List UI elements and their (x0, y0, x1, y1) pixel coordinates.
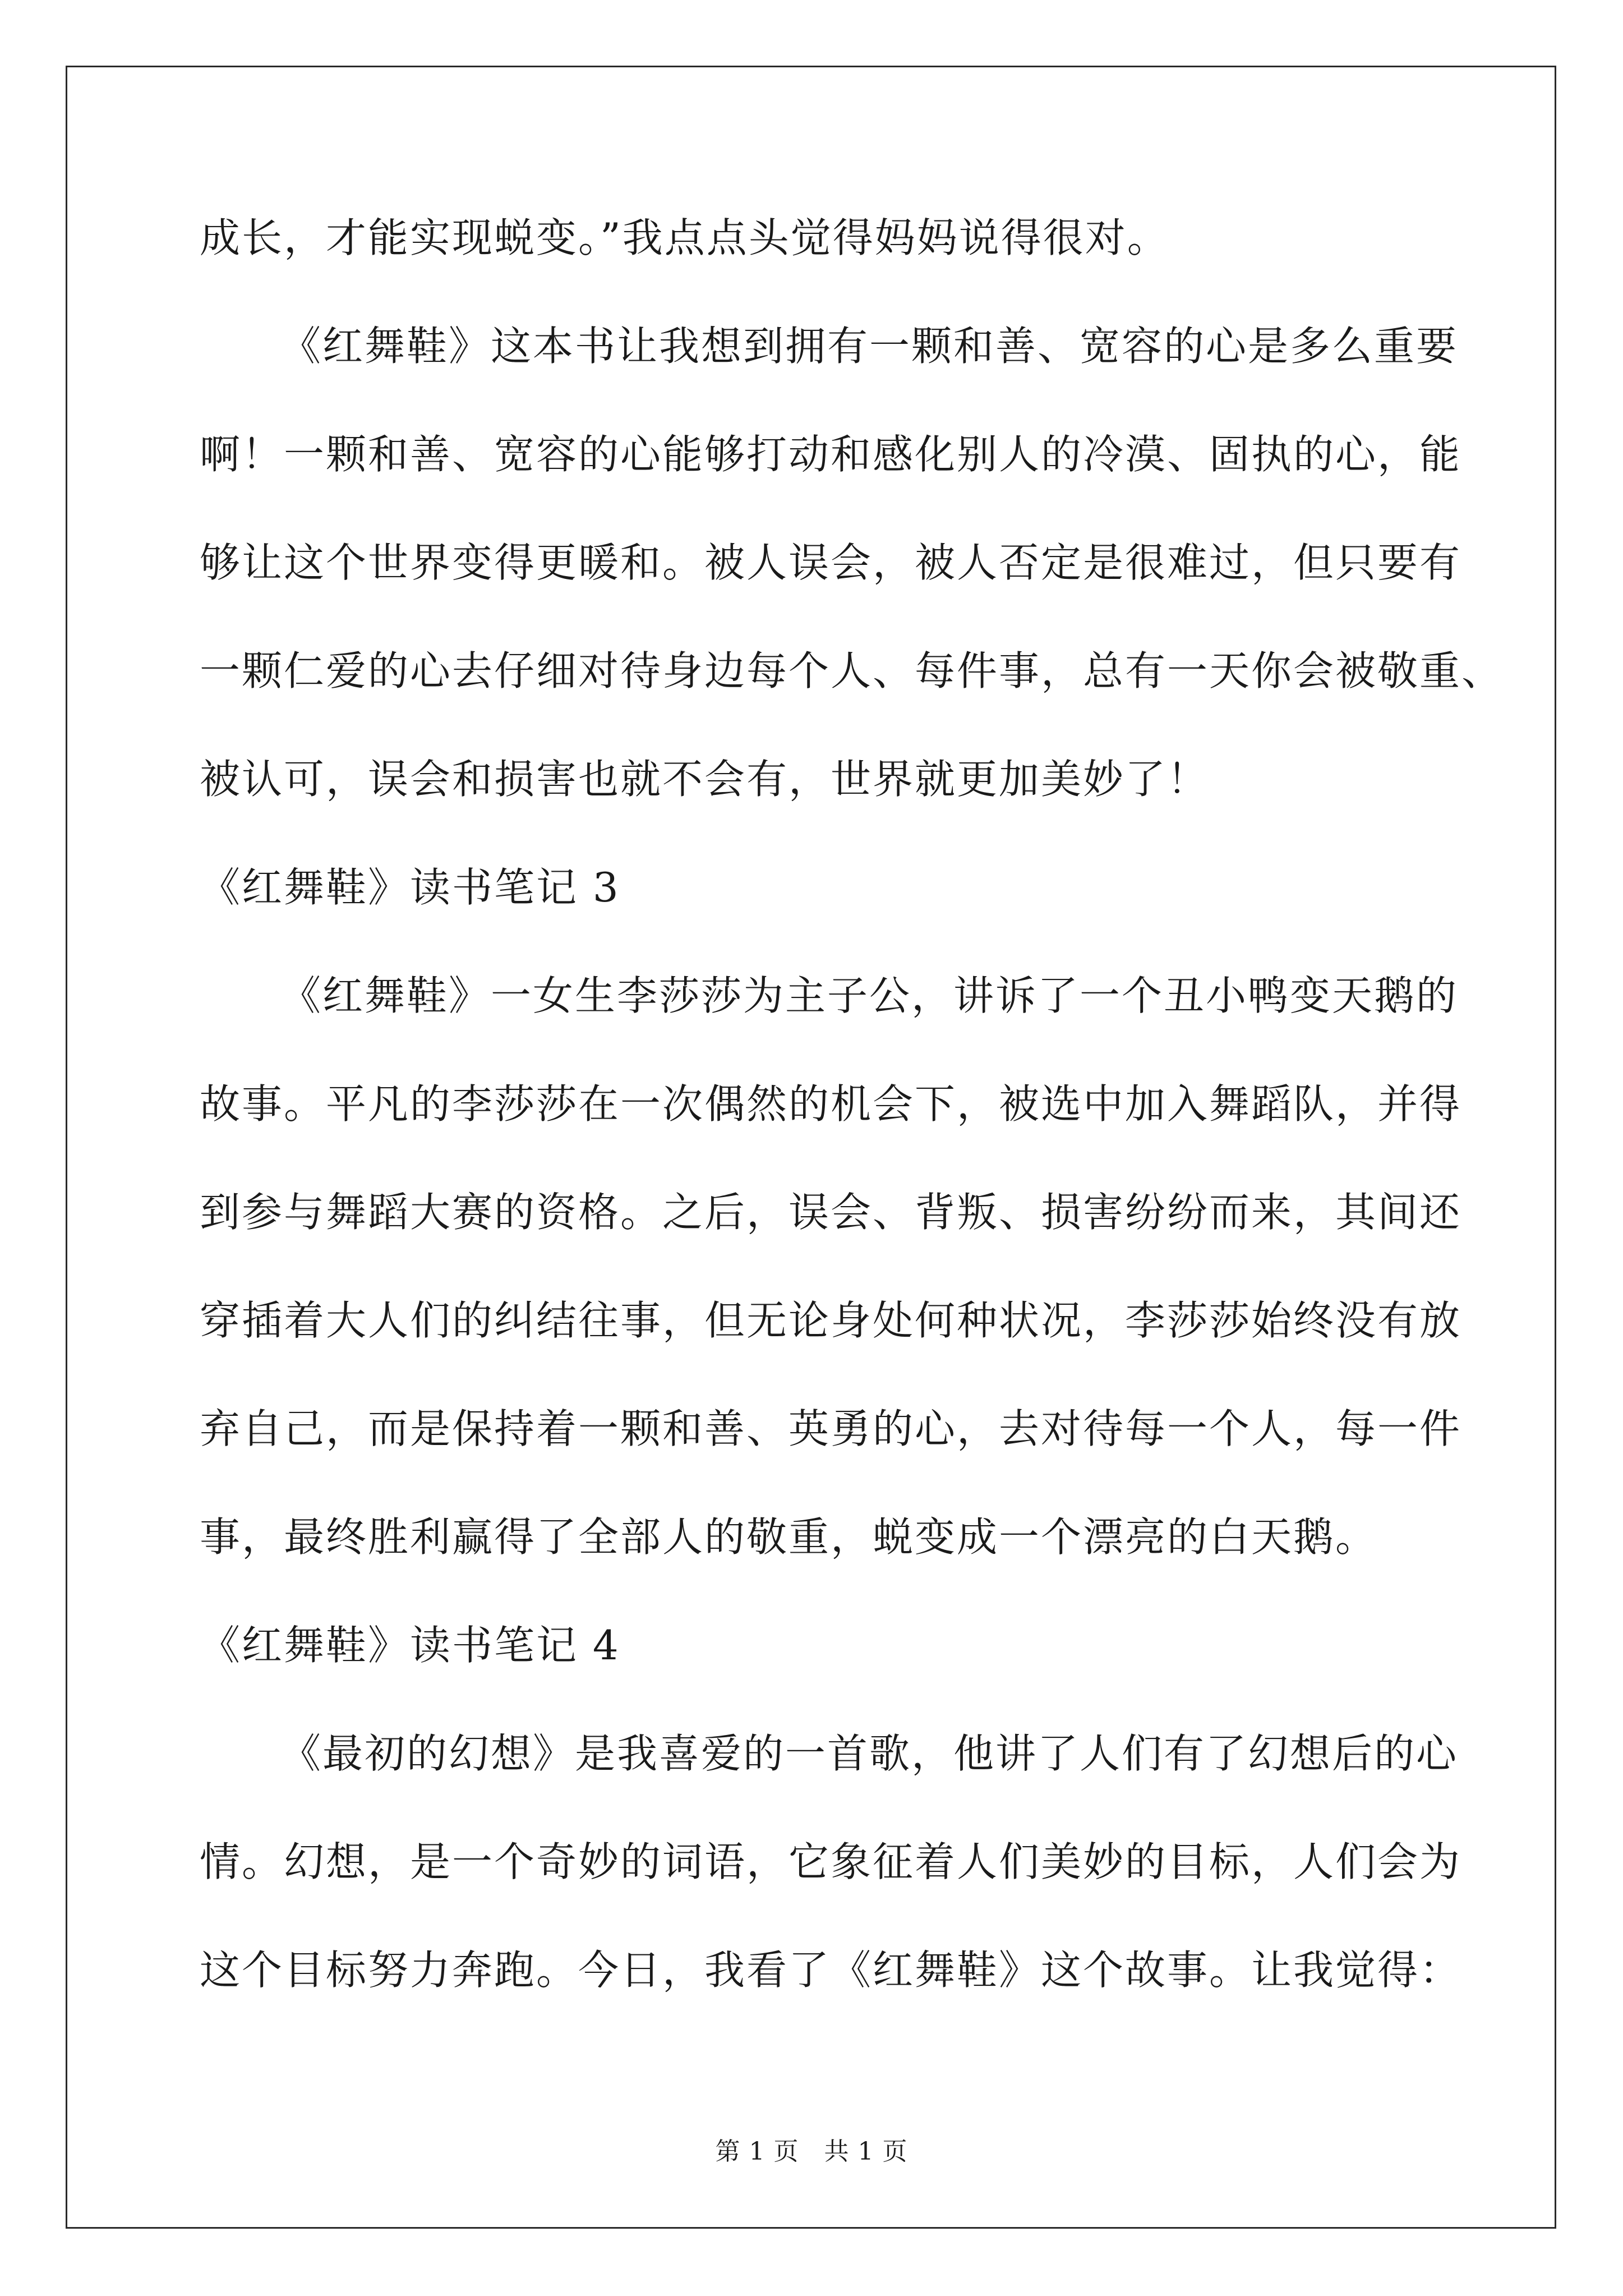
paragraph-line: 情。幻想，是一个奇妙的词语，它象征着人们美妙的目标，人们会为 (200, 1838, 1462, 1885)
paragraph-line: 故事。平凡的李莎莎在一次偶然的机会下，被选中加入舞蹈队，并得 (200, 1080, 1462, 1128)
paragraph-line: 一颗仁爱的心去仔细对待身边每个人、每件事，总有一天你会被敬重、 (200, 647, 1504, 694)
section-heading: 《红舞鞋》读书笔记 3 (200, 864, 620, 911)
paragraph-line: 啊！一颗和善、宽容的心能够打动和感化别人的冷漠、固执的心，能 (200, 431, 1462, 478)
page-number-footer: 第 1 页 共 1 页 (715, 2137, 908, 2166)
paragraph-line: 弃自己，而是保持着一颗和善、英勇的心，去对待每一个人，每一件 (200, 1405, 1462, 1452)
paragraph-line: 够让这个世界变得更暖和。被人误会，被人否定是很难过，但只要有 (200, 539, 1462, 586)
section-heading: 《红舞鞋》读书笔记 4 (200, 1622, 620, 1669)
paragraph-line: 事，最终胜利赢得了全部人的敬重，蜕变成一个漂亮的白天鹅。 (200, 1513, 1378, 1561)
paragraph-line: 成长，才能实现蜕变。”我点点头觉得妈妈说得很对。 (200, 214, 1169, 261)
paragraph-line: 到参与舞蹈大赛的资格。之后，误会、背叛、损害纷纷而来，其间还 (200, 1189, 1462, 1236)
paragraph-line: 穿插着大人们的纠结往事，但无论身处何种状况，李莎莎始终没有放 (200, 1297, 1462, 1344)
paragraph-line: 《红舞鞋》一女生李莎莎为主子公，讲诉了一个丑小鸭变天鹅的 (280, 972, 1459, 1019)
paragraph-line: 《最初的幻想》是我喜爱的一首歌，他讲了人们有了幻想后的心 (280, 1730, 1459, 1777)
paragraph-line: 被认可，误会和损害也就不会有，世界就更加美妙了！ (200, 756, 1210, 803)
page-border (66, 66, 1556, 2229)
paragraph-line: 这个目标努力奔跑。今日，我看了《红舞鞋》这个故事。让我觉得： (200, 1947, 1462, 1994)
paragraph-line: 《红舞鞋》这本书让我想到拥有一颗和善、宽容的心是多么重要 (280, 323, 1459, 370)
